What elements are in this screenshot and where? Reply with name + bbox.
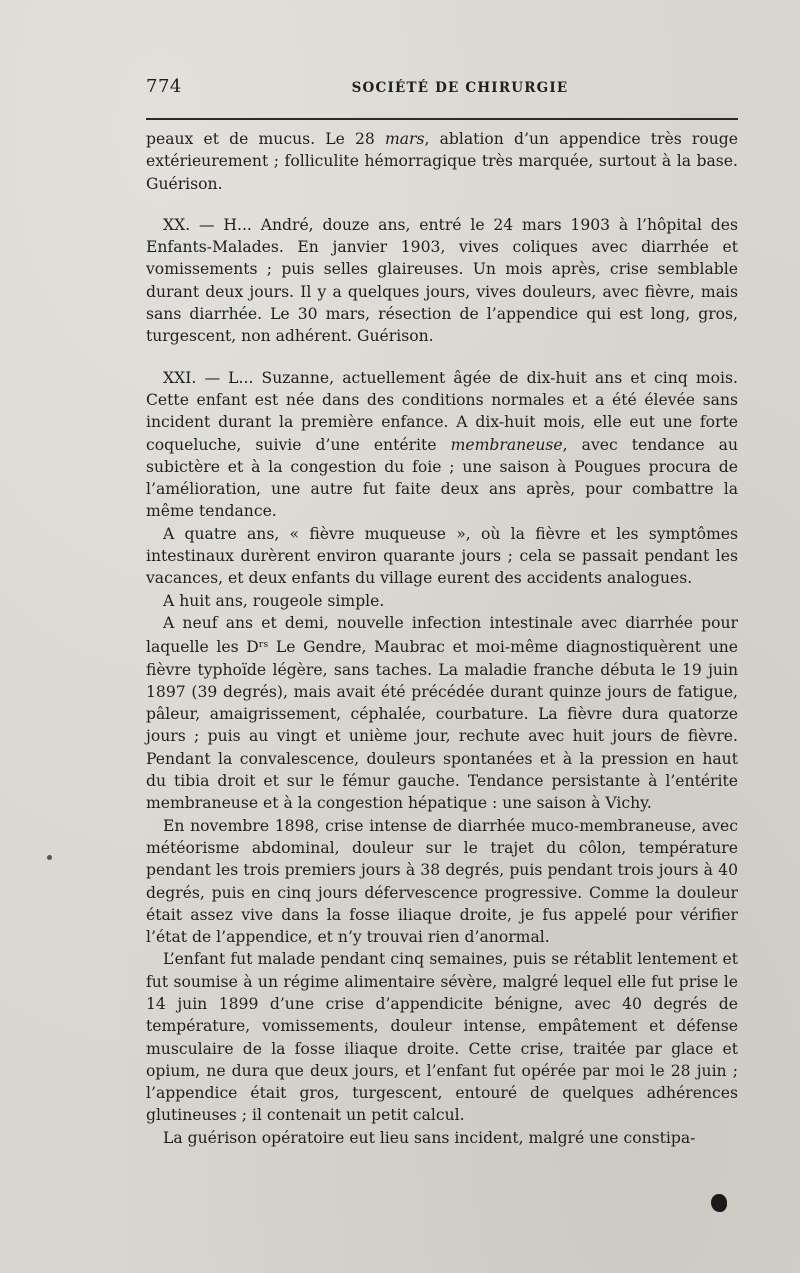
emphasis-membraneuse: membraneuse [450,435,563,454]
paragraph-age-eight: A huit ans, rougeole simple. [163,591,385,610]
body-text [146,128,738,1149]
journal-title: SOCIÉTÉ DE CHIRURGIE [351,80,569,96]
superscript-rs: rs [258,639,269,651]
header-rule [146,118,738,120]
running-head [146,76,738,102]
case-xxi: XXI. — L... Suzanne, actuellement âgée de dix-huit ans et cinq mois. Cette enfant est née dans des conditions normales et a été élevée sans incident durant la première enfance. A dix-huit mois, elle eut une forte coqueluche, suivie d’une entérite membraneuse, avec tendance au subictère et à la congestion du foie ; une saison à Pougues procura de l’amélioration, une autre fut faite deux ans après, pour combattre la même tendance. [146,368,738,521]
paragraph-recovery: La guérison opératoire eut lieu sans incident, malgré une constipa- [163,1128,696,1147]
paragraph-appendicitis: L’enfant fut malade pendant cinq semaines, puis se rétablit lentement et fut soumise à un régime alimentaire sévère, malgré lequel elle fut prise le 14 juin 1899 d’une crise d’appendicite bénigne, avec 40 degrés de température, vomissements, douleur intense, empâtement et défense musculaire de la fosse iliaque droite. Cette crise, traitée par glace et opium, ne dura que deux jours, et l’enfant fut opérée par moi le 28 juin ; l’appendice était gros, turgescent, entouré de quelques adhérences glutineuses ; il contenait un petit calcul. [146,950,738,1125]
date-month: mars [384,130,425,148]
paragraph-continuation: peaux et de mucus. Le 28 mars, ablation d’un appendice très rouge extérieurement ; folliculite hémorragique très marquée, surtout à la base. Guérison. [146,130,738,193]
paragraph-age-nine: A neuf ans et demi, nouvelle infection intestinale avec diarrhée pour laquelle les $D^{rs}$ Le Gendre, Maubrac et moi-même diagnostiquèrent une fièvre typhoïde légère, sans taches. La maladie franche débuta le 19 juin 1897 (39 degrés), mais avait été précédée durant quinze jours de fatigue, pâleur, amaigrissement, céphalée, courbature. La fièvre dura quatorze jours ; puis au vingt et unième jour, rechute avec huit jours de fièvre. Pendant la convalescence, douleurs spontanées et à la pression en haut du tibia droit et sur le fémur gauche. Tendance persistante à l’entérite membraneuse et à la congestion hépatique : une saison à Vichy. [146,613,739,813]
page-number: 774 [146,76,182,97]
ink-blot [711,1194,727,1212]
paragraph-november-1898: En novembre 1898, crise intense de diarrhée muco-membraneuse, avec météorisme abdominal, douleur sur le trajet du côlon, température pendant les trois premiers jours à 38 degrés, puis pendant trois jours à 40 degrés, puis en cinq jours défervescence progressive. Comme la douleur était assez vive dans la fosse iliaque droite, je fus appelé pour vérifier l’état de l’appendice, et n’y trouvai rien d’anormal. [146,816,738,947]
paragraph-age-four: A quatre ans, « fièvre muqueuse », où la fièvre et les symptômes intestinaux durèrent environ quarante jours ; cela se passait pendant les vacances, et deux enfants du village eurent des accidents analogues. [146,524,738,588]
case-xx: XX. — H... André, douze ans, entré le 24 mars 1903 à l’hôpital des Enfants-Malades. En janvier 1903, vives coliques avec diarrhée et vomissements ; puis selles glaireuses. Un mois après, crise semblable durant deux jours. Il y a quelques jours, vives douleurs, avec fièvre, mais sans diarrhée. Le 30 mars, résection de l’appendice qui est long, gros, turgescent, non adhérent. Guérison. [146,215,738,346]
paper-speck [47,855,52,860]
